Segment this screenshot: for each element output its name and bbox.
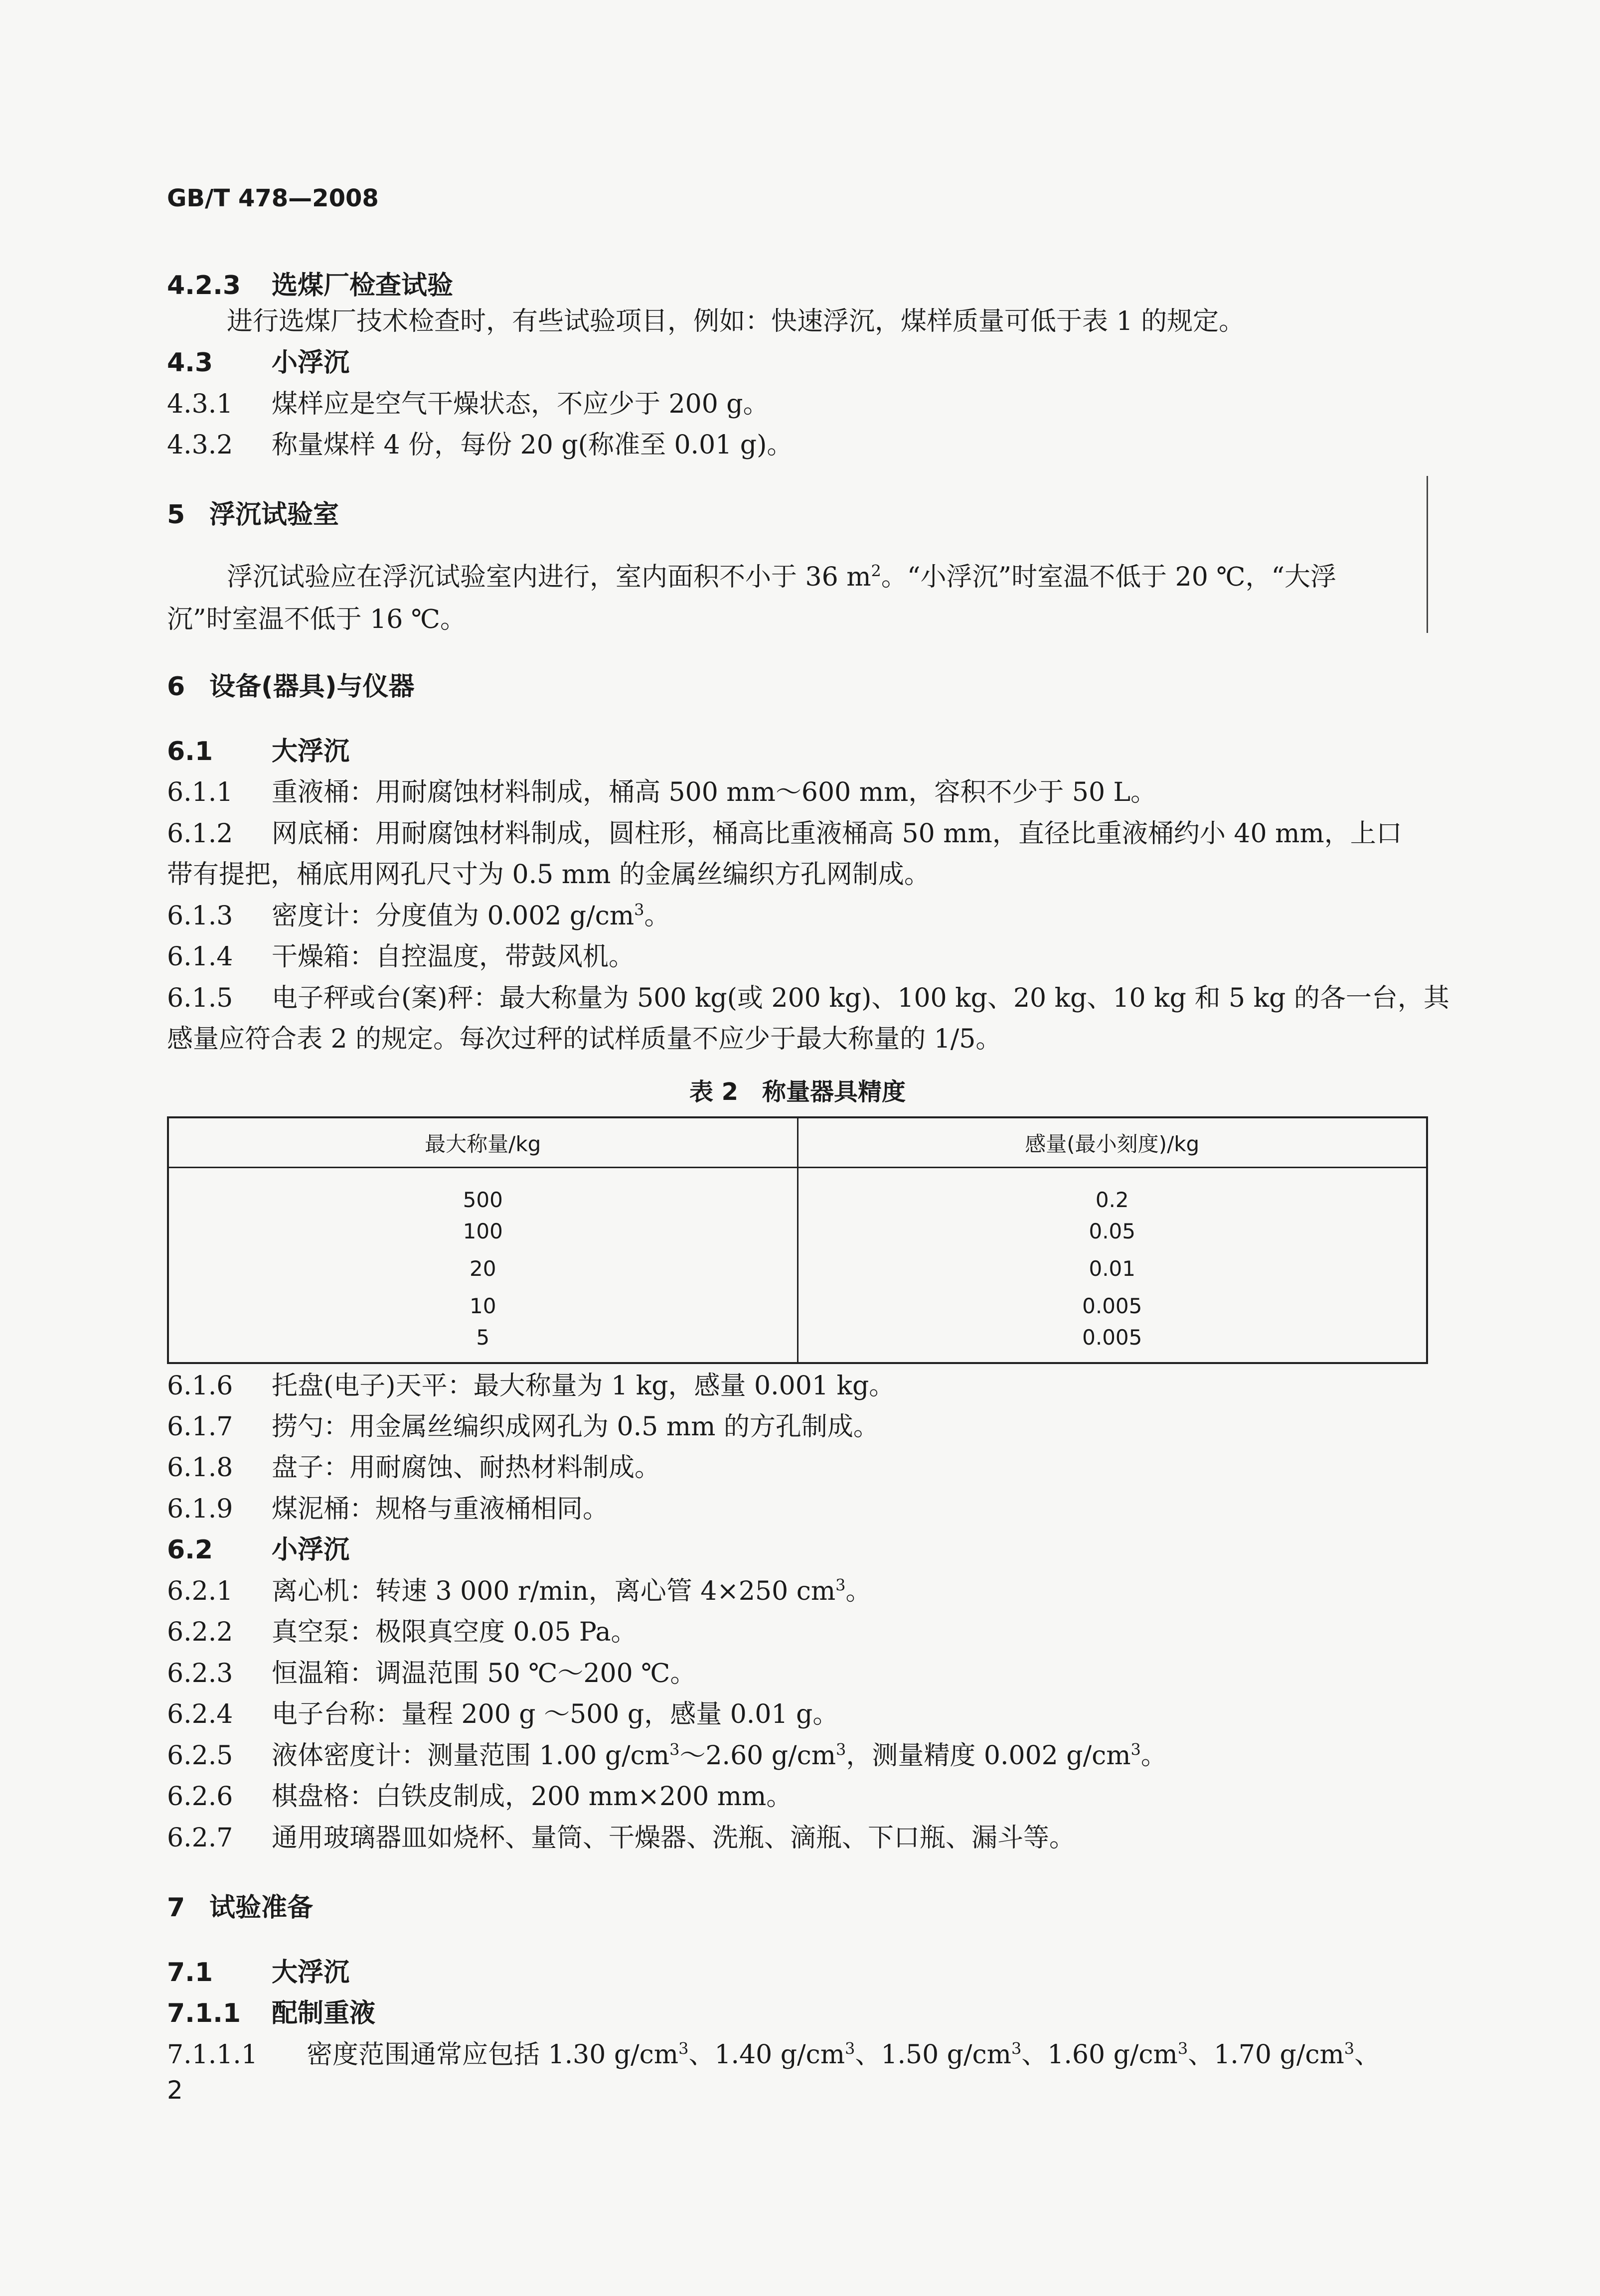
- table-row: 20 0.01: [168, 1250, 1427, 1287]
- clause-6-1-4: 6.1.4 干燥箱：自控温度，带鼓风机。: [167, 942, 635, 972]
- table-row: 100 0.05: [168, 1213, 1427, 1250]
- table-row: 10 0.005: [168, 1287, 1427, 1325]
- section-5-heading: 5 浮沉试验室: [167, 500, 339, 530]
- clause-7-1-1-heading: 7.1.1 配制重液: [167, 1998, 376, 2028]
- clause-6-1-6: 6.1.6 托盘(电子)天平：最大称量为 1 kg，感量 0.001 kg。: [167, 1371, 895, 1401]
- clause-6-1-heading: 6.1 大浮沉: [167, 737, 350, 766]
- clause-4-3-heading: 4.3 小浮沉: [167, 348, 350, 378]
- clause-6-2-1: 6.2.1 离心机：转速 3 000 r/min，离心管 4×250 $cm^3$。: [167, 1575, 872, 1606]
- clause-6-2-2: 6.2.2 真空泵：极限真空度 0.05 Pa。: [167, 1617, 637, 1647]
- clause-6-1-8: 6.1.8 盘子：用耐腐蚀、耐热材料制成。: [167, 1453, 661, 1483]
- clause-4-3-2: 4.3.2 称量煤样 4 份，每份 20 g(称准至 0.01 g)。: [167, 430, 793, 460]
- section-6-heading: 6 设备(器具)与仪器: [167, 672, 415, 702]
- clause-6-1-9: 6.1.9 煤泥桶：规格与重液桶相同。: [167, 1494, 609, 1524]
- clause-6-1-3: 6.1.3 密度计：分度值为 0.002 $g/cm^3$。: [167, 900, 670, 931]
- clause-4-2-3-heading: 4.2.3 选煤厂检查试验: [167, 271, 454, 301]
- clause-6-2-5: 6.2.5 液体密度计：测量范围 1.00 $g/cm^3\sim 2.60$ $g/cm^3$，测量精度 0.002 $g/cm^3$。: [167, 1740, 1167, 1771]
- clause-6-2-4: 6.2.4 电子台称：量程 200 g ～500 g，感量 0.01 g。: [167, 1699, 839, 1729]
- clause-4-3-1: 4.3.1 煤样应是空气干燥状态，不应少于 200 g。: [167, 389, 769, 419]
- clause-6-2-heading: 6.2 小浮沉: [167, 1535, 350, 1565]
- clause-6-1-5-cont: 感量应符合表 2 的规定。每次过秤的试样质量不应少于最大称量的 1/5。: [167, 1024, 1002, 1054]
- table-row: 500 0.2: [168, 1168, 1427, 1213]
- clause-6-1-1: 6.1.1 重液桶：用耐腐蚀材料制成，桶高 500 mm～600 mm，容积不少于 50 L。: [167, 777, 1157, 807]
- clause-6-1-5: 6.1.5 电子秤或台(案)秤：最大称量为 500 kg(或 200 kg)、100 kg、20 kg、10 kg 和 5 kg 的各一台，其: [167, 983, 1449, 1013]
- section-5-body-line1: 浮沉试验应在浮沉试验室内进行，室内面积不小于 36 $m^2$。“小浮沉”时室温不低于 20 ℃，“大浮: [227, 561, 1337, 592]
- clause-6-1-7: 6.1.7 捞勺：用金属丝编织成网孔为 0.5 mm 的方孔制成。: [167, 1412, 879, 1442]
- table-header-max-capacity: 最大称量/kg: [168, 1117, 798, 1168]
- page-number: 2: [167, 2076, 183, 2105]
- table-2-caption: 表 2 称量器具精度: [689, 1078, 906, 1106]
- clause-6-1-2: 6.1.2 网底桶：用耐腐蚀材料制成，圆柱形，桶高比重液桶高 50 mm，直径比重液桶约小 40 mm，上口: [167, 819, 1402, 849]
- clause-6-2-3: 6.2.3 恒温箱：调温范围 50 ℃～200 ℃。: [167, 1659, 696, 1688]
- clause-6-1-2-cont: 带有提把，桶底用网孔尺寸为 0.5 mm 的金属丝编织方孔网制成。: [167, 860, 930, 890]
- table-row: 5 0.005: [168, 1325, 1427, 1363]
- clause-4-2-3-body: 进行选煤厂技术检查时，有些试验项目，例如：快速浮沉，煤样质量可低于表 1 的规定。: [227, 306, 1245, 336]
- standard-header: GB/T 478—2008: [167, 184, 379, 212]
- section-7-heading: 7 试验准备: [167, 1893, 314, 1923]
- table-2: [167, 1116, 1428, 1364]
- section-5-body-line2: 沉”时室温不低于 16 ℃。: [167, 605, 466, 634]
- clause-7-1-1-1: 7.1.1.1 密度范围通常应包括 1.30 $g/cm^3$、1.40 $g/cm^3$、1.50 $g/cm^3$、1.60 $g/cm^3$、1.70 $g/cm^3$、: [167, 2039, 1381, 2070]
- table-header-sensitivity: 感量(最小刻度)/kg: [798, 1117, 1427, 1168]
- clause-6-2-6: 6.2.6 棋盘格：白铁皮制成，200 mm×200 mm。: [167, 1782, 793, 1812]
- clause-7-1-heading: 7.1 大浮沉: [167, 1958, 350, 1988]
- clause-6-2-7: 6.2.7 通用玻璃器皿如烧杯、量筒、干燥器、洗瓶、滴瓶、下口瓶、漏斗等。: [167, 1823, 1076, 1853]
